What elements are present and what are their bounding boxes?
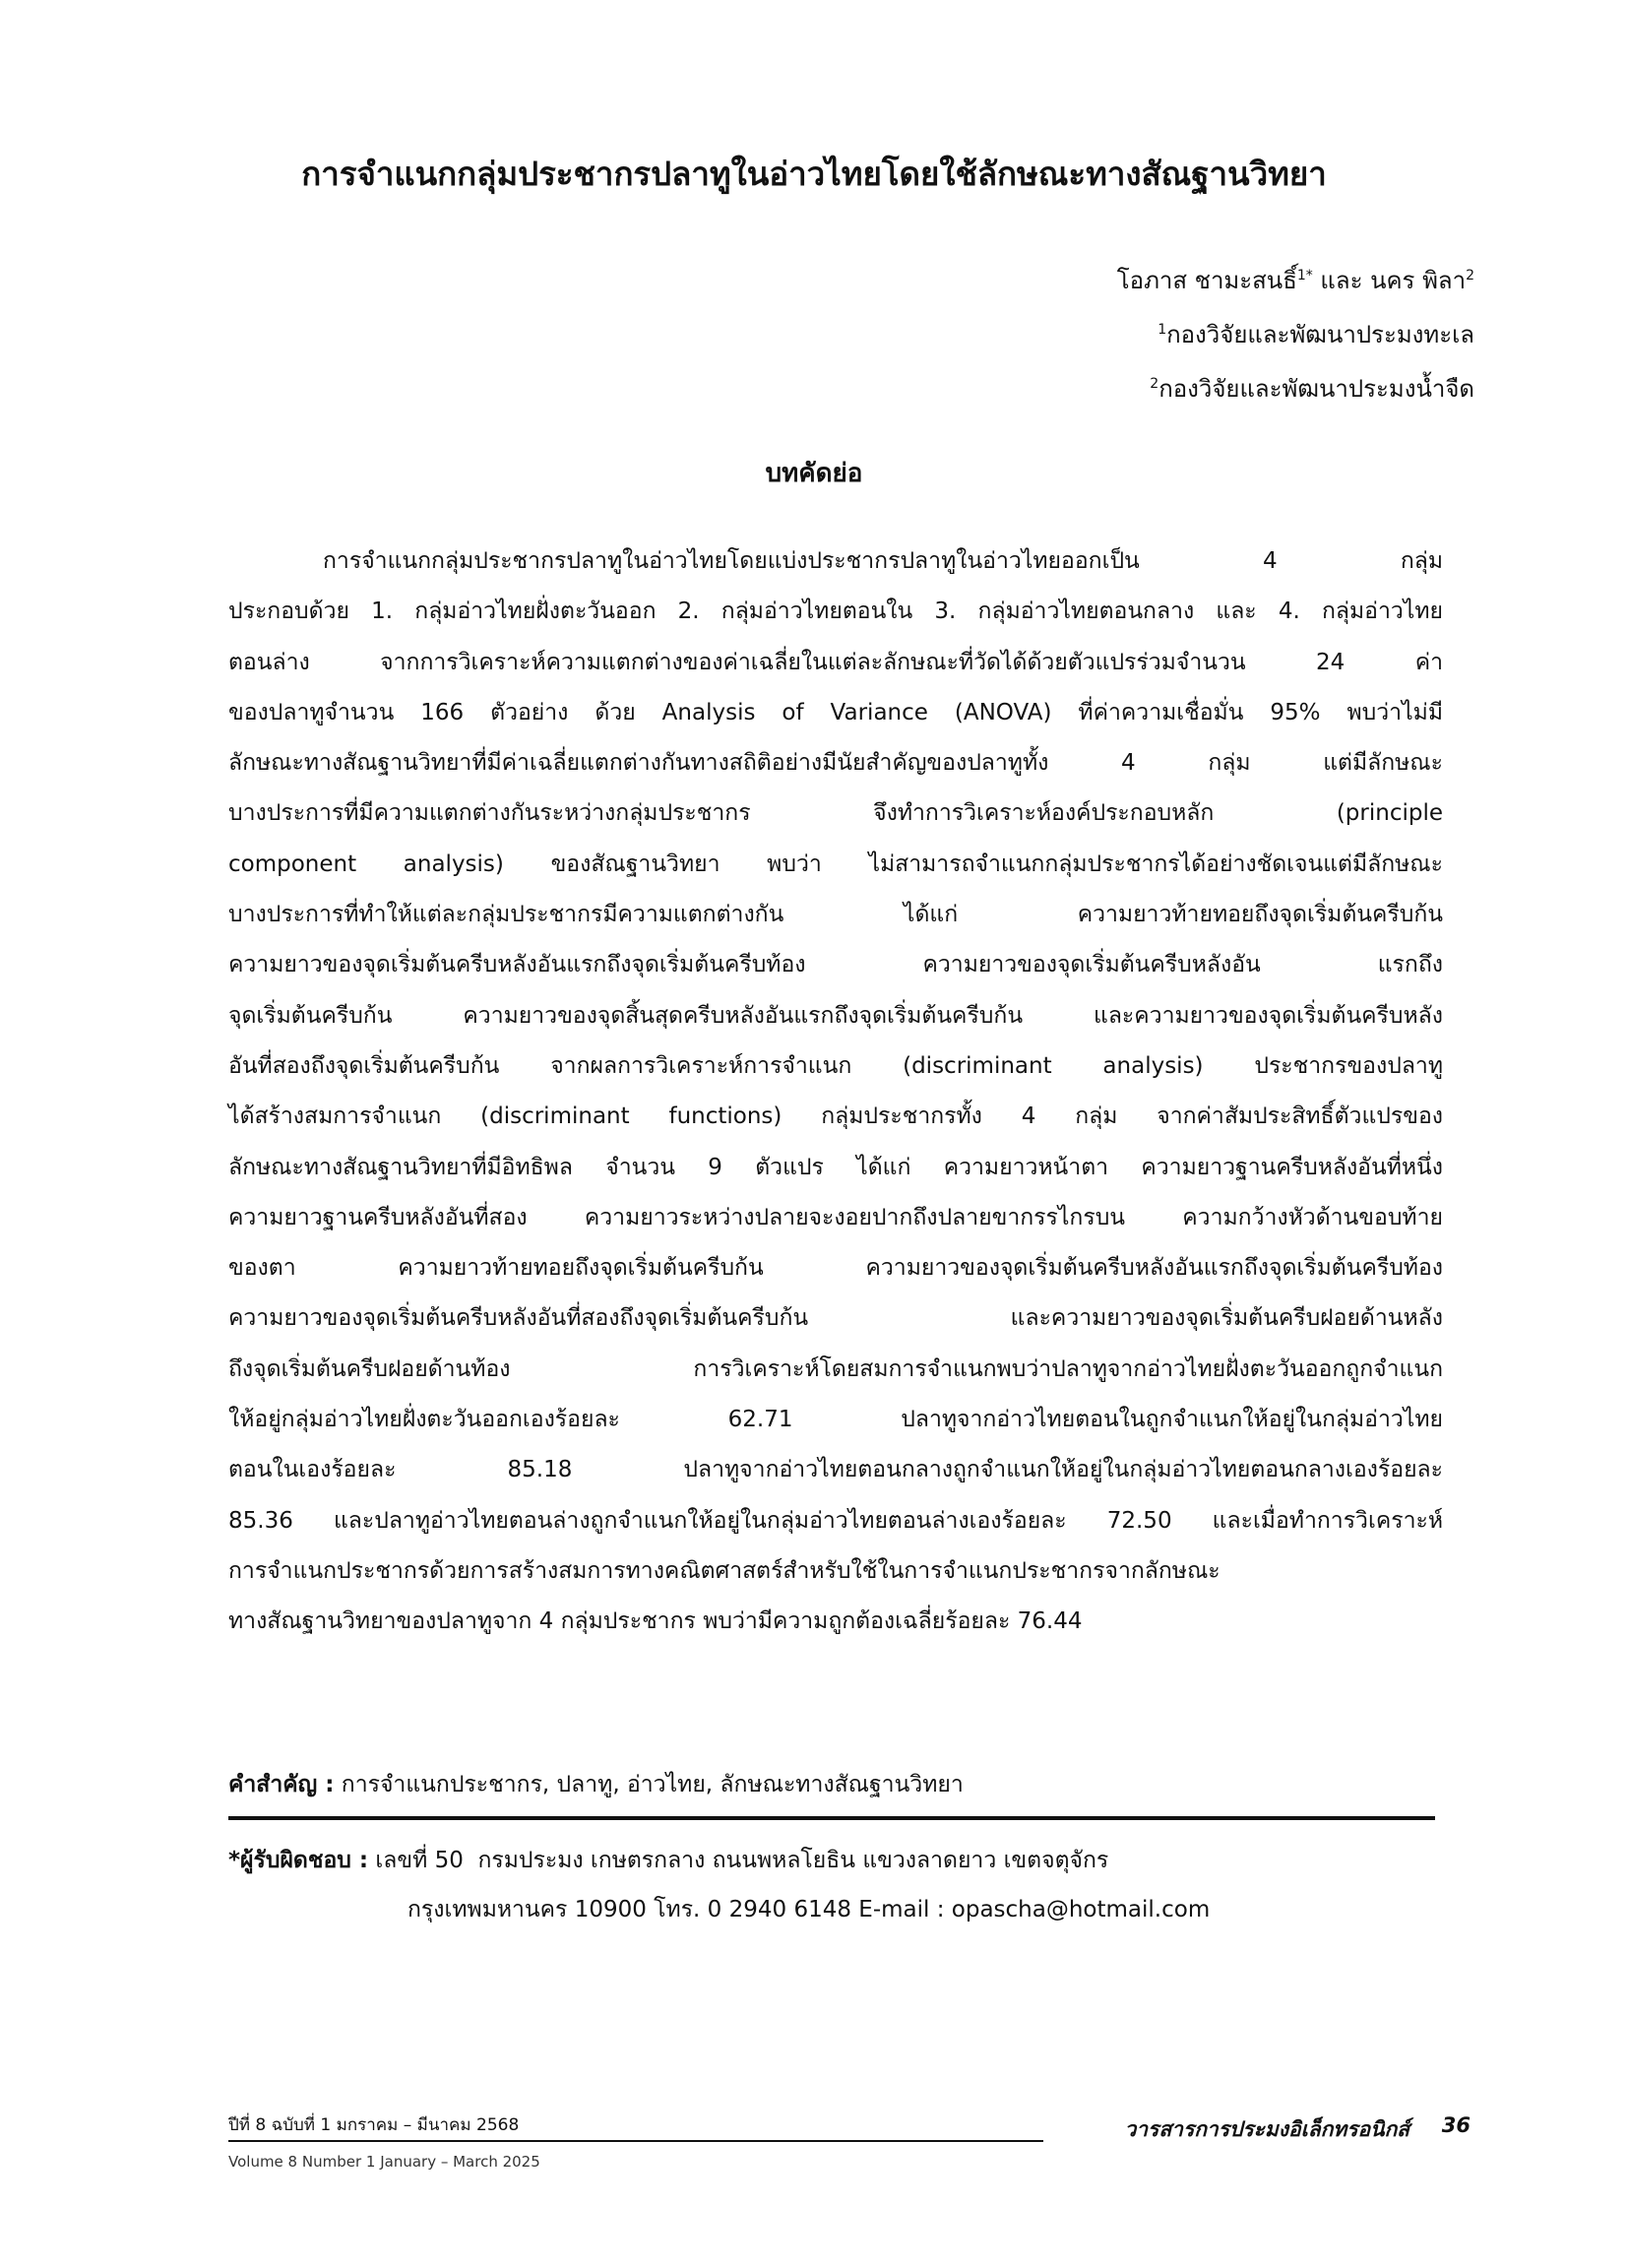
- abstract-line: บางประการที่ทำให้แต่ละกลุ่มประชากรมีความแตกต่างกัน ได้แก่ ความยาวท้ายทอยถึงจุดเริ่มต้นครีบก้น: [228, 902, 1443, 928]
- abstract-line: ตอนในเองร้อยละ 85.18 ปลาทูจากอ่าวไทยตอนกลางถูกจำแนกให้อยู่ในกลุ่มอ่าวไทยตอนกลางเองร้อยละ: [228, 1457, 1443, 1483]
- abstract-line: ของตา ความยาวท้ายทอยถึงจุดเริ่มต้นครีบก้น ความยาวของจุดเริ่มต้นครีบหลังอันแรกถึงจุดเริ่มต้นครีบท้อง: [228, 1255, 1443, 1282]
- abstract-line: 85.36 และปลาทูอ่าวไทยตอนล่างถูกจำแนกให้อยู่ในกลุ่มอ่าวไทยตอนล่างเองร้อยละ 72.50 และเมื่อทำการวิเคราะห์: [228, 1507, 1443, 1534]
- abstract-line: ประกอบด้วย 1. กลุ่มอ่าวไทยฝั่งตะวันออก 2. กลุ่มอ่าวไทยตอนใน 3. กลุ่มอ่าวไทยตอนกลาง และ 4. กลุ่มอ่าวไทย: [228, 598, 1443, 625]
- paper-title: การจำแนกกลุ่มประชากรปลาทูในอ่าวไทยโดยใช้ลักษณะทางสัณฐานวิทยา: [301, 155, 1327, 193]
- correspondence-line-1: [228, 1836, 1210, 1885]
- affiliation-2-text: กองวิจัยและพัฒนาประมงน้ำจืด: [1158, 375, 1474, 403]
- abstract-line: ความยาวของจุดเริ่มต้นครีบหลังอันแรกถึงจุดเริ่มต้นครีบท้อง ความยาวของจุดเริ่มต้นครีบหลังอัน แรกถึง: [228, 952, 1443, 978]
- keywords-label: คำสำคัญ :: [228, 1772, 335, 1797]
- abstract-line: ลักษณะทางสัณฐานวิทยาที่มีอิทธิพล จำนวน 9 ตัวแปร ได้แก่ ความยาวหน้าตา ความยาวฐานครีบหลังอันที่หนึ่ง: [228, 1154, 1443, 1180]
- abstract-line: ถึงจุดเริ่มต้นครีบฝอยด้านท้อง การวิเคราะห์โดยสมการจำแนกพบว่าปลาทูจากอ่าวไทยฝั่งตะวันออกถูกจำแนก: [228, 1355, 1443, 1382]
- page-number: 36: [1441, 2113, 1471, 2137]
- footer-issue-english: Volume 8 Number 1 January – March 2025: [228, 2153, 540, 2171]
- abstract-line: component analysis) ของสัณฐานวิทยา พบว่า ไม่สามารถจำแนกกลุ่มประชากรได้อย่างชัดเจนแต่มีลักษณะ: [228, 850, 1443, 877]
- footer-row: [228, 2111, 1471, 2151]
- footer-journal-name: วารสารการประมงอิเล็กทรอนิกส์: [1124, 2117, 1409, 2141]
- abstract-line: การจำแนกกลุ่มประชากรปลาทูในอ่าวไทยโดยแบ่งประชากรปลาทูในอ่าวไทยออกเป็น 4 กลุ่ม: [323, 548, 1443, 574]
- keywords-line: [228, 1767, 964, 1802]
- author-1-marker: 1*: [1296, 268, 1313, 284]
- correspondence-block: [228, 1836, 1210, 1934]
- abstract-line: ความยาวของจุดเริ่มต้นครีบหลังอันที่สองถึงจุดเริ่มต้นครีบก้น และความยาวของจุดเริ่มต้นครีบฝอยด้านหลัง: [228, 1305, 1443, 1332]
- affiliation-2-marker: 2: [1150, 376, 1159, 392]
- keywords-text: การจำแนกประชากร, ปลาทู, อ่าวไทย, ลักษณะทางสัณฐานวิทยา: [334, 1772, 964, 1797]
- abstract-line: ความยาวฐานครีบหลังอันที่สอง ความยาวระหว่างปลายจะงอยปากถึงปลายขากรรไกรบน ความกว้างหัวด้านขอบท้าย: [228, 1204, 1443, 1230]
- abstract-body: [228, 536, 1443, 1648]
- footer-rule: [228, 2140, 1043, 2142]
- abstract-line: ของปลาทูจำนวน 166 ตัวอย่าง ด้วย Analysis of Variance (ANOVA) ที่ค่าความเชื่อมั่น 95% พบว่าไม่มี: [228, 699, 1443, 725]
- abstract-line: จุดเริ่มต้นครีบก้น ความยาวของจุดสิ้นสุดครีบหลังอันแรกถึงจุดเริ่มต้นครีบก้น และความยาวของจุดเริ่มต้นครีบหลัง: [228, 1002, 1443, 1029]
- author-connector: และ: [1312, 267, 1371, 294]
- abstract-line: บางประการที่มีความแตกต่างกันระหว่างกลุ่มประชากร จึงทำการวิเคราะห์องค์ประกอบหลัก (principle: [228, 800, 1443, 827]
- correspondence-address: เลขที่ 50 กรมประมง เกษตรกลาง ถนนพหลโยธิน แขวงลาดยาว เขตจตุจักร: [368, 1848, 1109, 1873]
- abstract-line: ลักษณะทางสัณฐานวิทยาที่มีค่าเฉลี่ยแตกต่างกันทางสถิติอย่างมีนัยสำคัญของปลาทูทั้ง 4 กลุ่ม แต่มีลักษณะ: [228, 750, 1443, 777]
- abstract-heading: บทคัดย่อ: [765, 459, 863, 488]
- affiliation-2: [1117, 359, 1474, 413]
- abstract-line: การจำแนกประชากรด้วยการสร้างสมการทางคณิตศาสตร์สำหรับใช้ในการจำแนกประชากรจากลักษณะ: [228, 1557, 1221, 1584]
- abstract-line: ให้อยู่กลุ่มอ่าวไทยฝั่งตะวันออกเองร้อยละ 62.71 ปลาทูจากอ่าวไทยตอนในถูกจำแนกให้อยู่ในกลุ่มอ่าวไทย: [228, 1407, 1443, 1433]
- section-divider: [228, 1816, 1435, 1820]
- correspondence-label: *ผู้รับผิดชอบ :: [228, 1848, 369, 1873]
- affiliation-1-text: กองวิจัยและพัฒนาประมงทะเล: [1166, 321, 1474, 348]
- abstract-line: ทางสัณฐานวิทยาของปลาทูจาก 4 กลุ่มประชากร พบว่ามีความถูกต้องเฉลี่ยร้อยละ 76.44: [228, 1608, 1083, 1635]
- footer-issue-thai: ปีที่ 8 ฉบับที่ 1 มกราคม – มีนาคม 2568: [228, 2115, 520, 2135]
- page-footer: [228, 2111, 1471, 2171]
- author-2-name: นคร พิลา: [1370, 267, 1467, 294]
- correspondence-line-2: กรุงเทพมหานคร 10900 โทร. 0 2940 6148 E-mail : opascha@hotmail.com: [407, 1897, 1211, 1922]
- abstract-line: ตอนล่าง จากการวิเคราะห์ความแตกต่างของค่าเฉลี่ยในแต่ละลักษณะที่วัดได้ด้วยตัวแปรร่วมจำนวน 24 ค่า: [228, 649, 1443, 675]
- author-1-name: โอภาส ชามะสนธิ์: [1116, 267, 1297, 294]
- author-2-marker: 2: [1466, 268, 1474, 284]
- abstract-line: อันที่สองถึงจุดเริ่มต้นครีบก้น จากผลการวิเคราะห์การจำแนก (discriminant analysis) ประชากรของปลาทู: [228, 1052, 1443, 1079]
- abstract-line: ได้สร้างสมการจำแนก (discriminant functions) กลุ่มประชากรทั้ง 4 กลุ่ม จากค่าสัมประสิทธิ์ตัวแปรของ: [228, 1103, 1443, 1130]
- affiliation-1: [1117, 305, 1474, 359]
- author-block: [1117, 251, 1474, 413]
- author-names: [1117, 251, 1474, 305]
- affiliation-1-marker: 1: [1158, 322, 1167, 338]
